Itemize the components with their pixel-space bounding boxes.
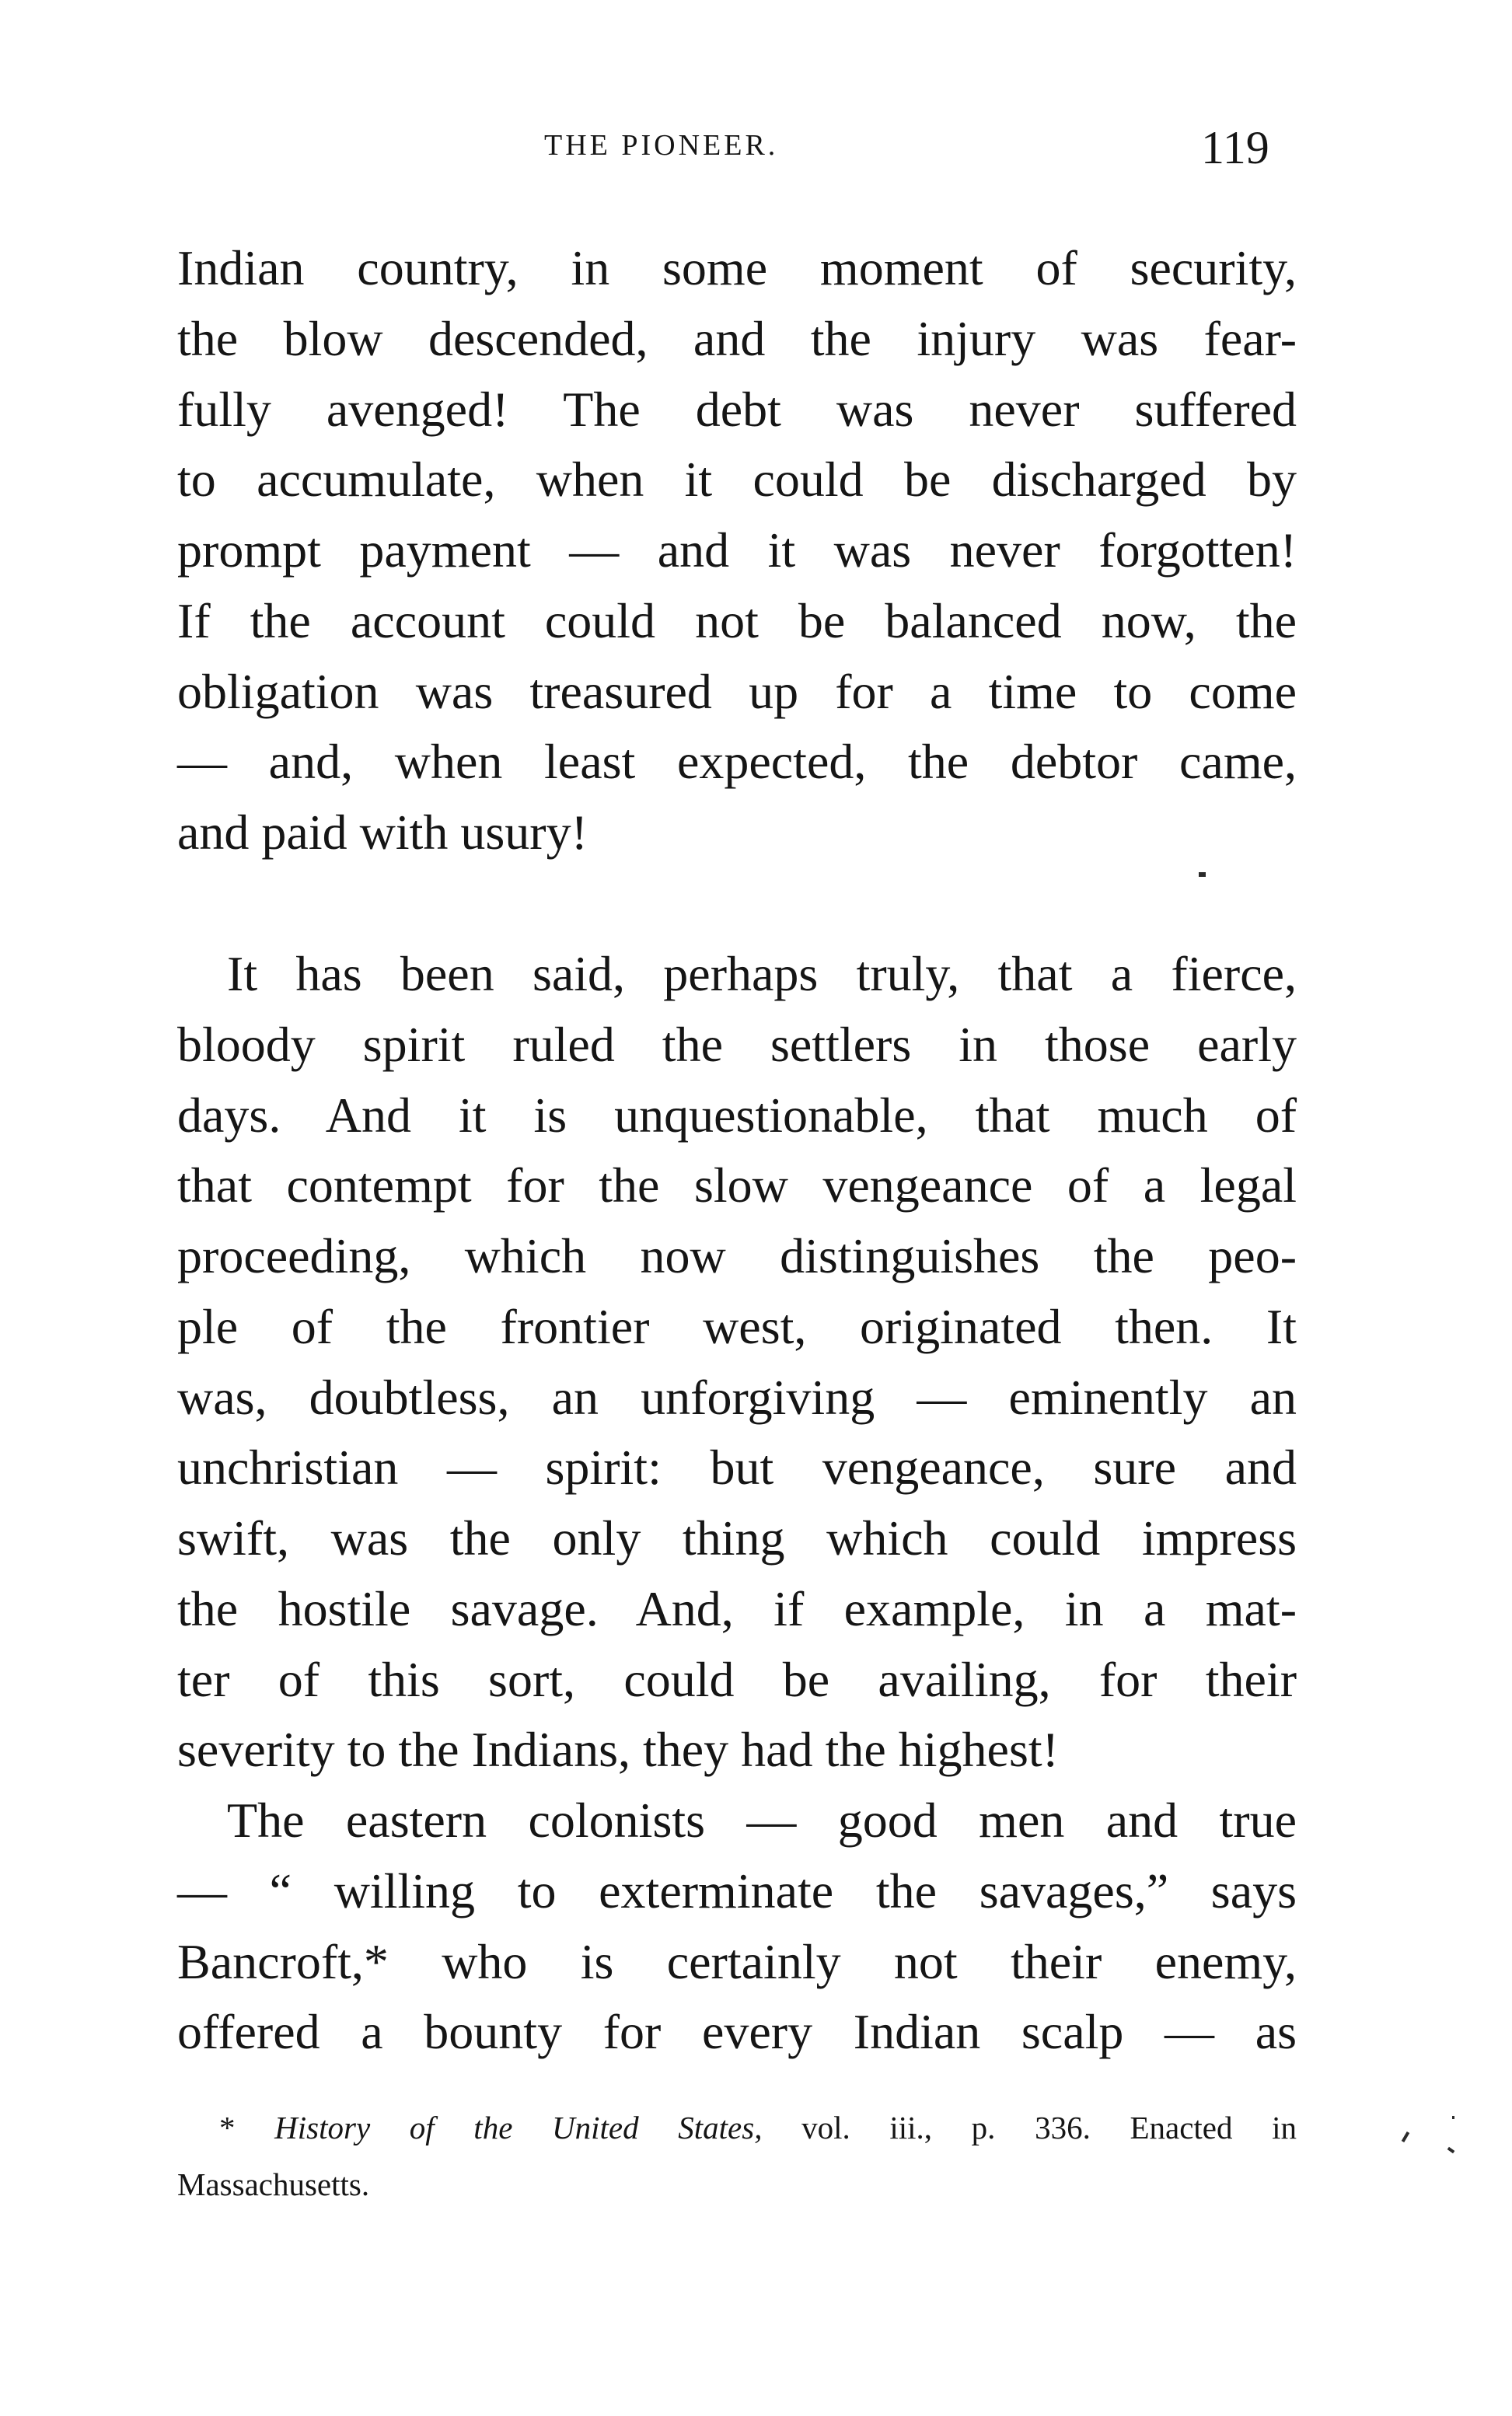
running-title: THE PIONEER. bbox=[544, 129, 779, 162]
text-line: that contempt for the slow vengeance of a legal bbox=[177, 1157, 1297, 1213]
text-line: obligation was treasured up for a time to come bbox=[177, 664, 1297, 719]
text-line: fully avenged! The debt was never suffered bbox=[177, 382, 1297, 437]
print-speck bbox=[1199, 872, 1206, 877]
text-line: If the account could not be balanced now, the bbox=[177, 593, 1297, 648]
text-line: was, doubtless, an unforgiving — eminently an bbox=[177, 1370, 1297, 1425]
text-line: bloody spirit ruled the settlers in those early bbox=[177, 1017, 1297, 1072]
footnote-citation: vol. iii., p. 336. Enacted in bbox=[801, 2110, 1297, 2145]
text-line: offered a bounty for every Indian scalp — as bbox=[177, 2004, 1297, 2059]
text-line: prompt payment — and it was never forgotten! bbox=[177, 522, 1297, 578]
text-line: days. And it is unquestionable, that much of bbox=[177, 1088, 1297, 1143]
footnote-book-title: History of the United States, bbox=[274, 2110, 763, 2145]
text-line: to accumulate, when it could be discharged by bbox=[177, 452, 1297, 507]
print-speck bbox=[1447, 2147, 1455, 2153]
text-line: Indian country, in some moment of security, bbox=[177, 240, 1297, 295]
print-speck bbox=[1402, 2131, 1409, 2142]
text-line: unchristian — spirit: but vengeance, sure and bbox=[177, 1440, 1297, 1495]
text-line: the hostile savage. And, if example, in a mat- bbox=[177, 1581, 1297, 1636]
print-speck bbox=[1452, 2116, 1454, 2119]
footnote-marker: * bbox=[219, 2110, 236, 2145]
text-line: swift, was the only thing which could impress bbox=[177, 1510, 1297, 1566]
text-line: ter of this sort, could be availing, for their bbox=[177, 1652, 1297, 1707]
text-line: ple of the frontier west, originated then. It bbox=[177, 1299, 1297, 1354]
text-line: proceeding, which now distinguishes the peo- bbox=[177, 1228, 1297, 1283]
page-number: 119 bbox=[1201, 122, 1269, 173]
text-line-paragraph-start: The eastern colonists — good men and true bbox=[227, 1793, 1297, 1848]
text-line-paragraph-start: It has been said, perhaps truly, that a fierce, bbox=[227, 946, 1297, 1001]
text-line: Bancroft,* who is certainly not their enemy, bbox=[177, 1934, 1297, 1989]
text-line-paragraph-end: severity to the Indians, they had the highest! bbox=[177, 1722, 1059, 1777]
text-line: — and, when least expected, the debtor came, bbox=[177, 734, 1297, 789]
text-line: — “ willing to exterminate the savages,” says bbox=[177, 1863, 1297, 1918]
footnote-continuation: Massachusetts. bbox=[177, 2166, 370, 2202]
text-line-paragraph-end: and paid with usury! bbox=[177, 805, 588, 860]
footnote bbox=[219, 2112, 1297, 2144]
text-line: the blow descended, and the injury was fear- bbox=[177, 311, 1297, 366]
